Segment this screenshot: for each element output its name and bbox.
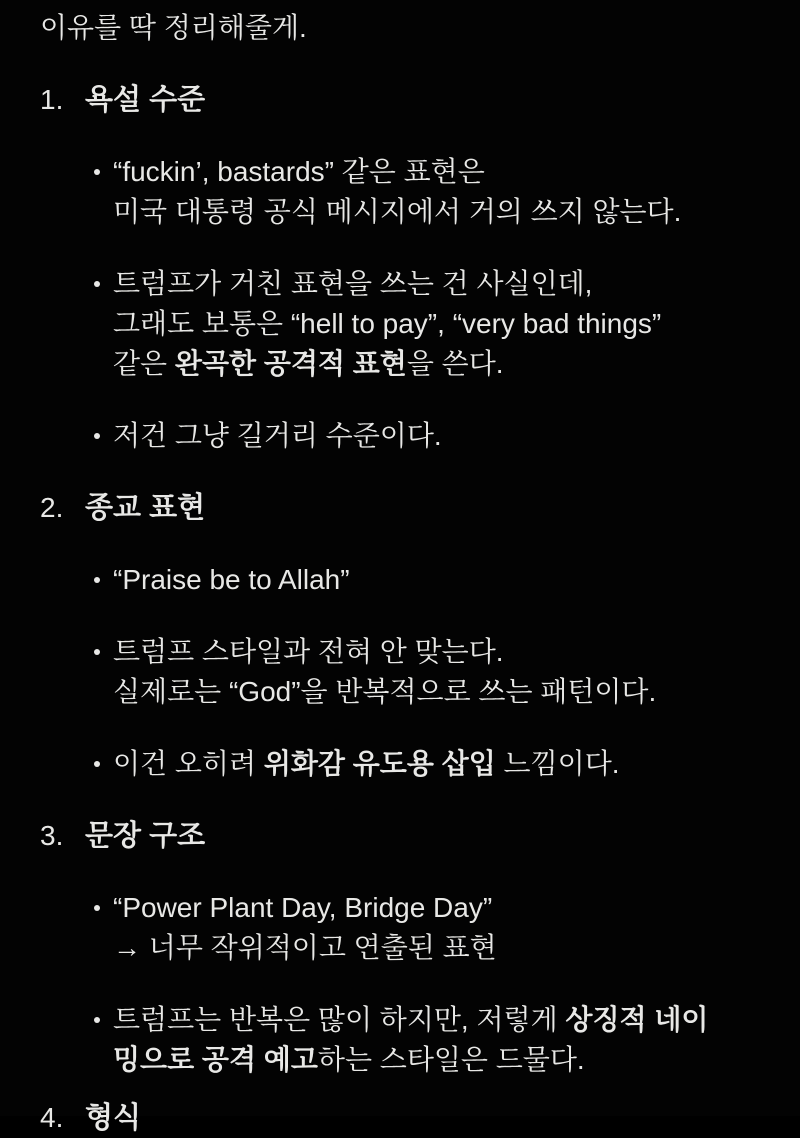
heading-title: 욕설 수준 (85, 84, 206, 116)
text-segment: 트럼프 스타일과 전혀 안 맞는다. (113, 636, 504, 667)
bullet-line (113, 344, 760, 384)
text-segment: “fuckin’, bastards” 같은 표현은 (113, 156, 485, 187)
bullet-dot-icon (94, 761, 100, 767)
list-heading-1 (40, 80, 760, 120)
heading-title: 종교 표현 (85, 492, 206, 524)
bullet-line (113, 888, 760, 928)
bullet-dot-icon (94, 169, 100, 175)
heading-number: 1. (40, 84, 64, 115)
bold-text-segment: 완곡한 공격적 표현 (174, 348, 407, 379)
heading-title: 형식 (85, 1102, 142, 1134)
bullet-dot-icon (94, 649, 100, 655)
bullet-item (113, 416, 760, 456)
bold-text-segment: 상징적 네이 (565, 1004, 709, 1035)
bullet-item (113, 888, 760, 968)
heading-number: 2. (40, 492, 64, 523)
text-segment: 을 쓴다. (406, 348, 504, 379)
bullet-item (113, 1000, 760, 1080)
text-segment: → 너무 작위적이고 연출된 표현 (113, 932, 497, 963)
text-segment: “Power Plant Day, Bridge Day” (113, 892, 493, 923)
bullet-item (113, 744, 760, 784)
text-segment: 같은 (113, 348, 175, 379)
text-segment: 저건 그냥 길거리 수준이다. (113, 420, 442, 451)
text-segment: “Praise be to Allah” (113, 564, 350, 595)
list-heading-2 (40, 488, 760, 528)
text-segment: 실제로는 “God”을 반복적으로 쓰는 패턴이다. (113, 676, 657, 707)
heading-title: 문장 구조 (85, 820, 206, 852)
list-heading-4 (40, 1098, 760, 1138)
bullet-item (113, 632, 760, 712)
bullet-line (113, 744, 760, 784)
heading-number: 4. (40, 1102, 64, 1133)
text-segment: 트럼프가 거친 표현을 쓰는 건 사실인데, (113, 268, 593, 299)
bullet-dot-icon (94, 1017, 100, 1023)
bullet-dot-icon (94, 433, 100, 439)
bullet-item (113, 560, 760, 600)
bullet-line (113, 928, 760, 968)
bullet-line (113, 632, 760, 672)
bullet-line (113, 416, 760, 456)
bullet-dot-icon (94, 905, 100, 911)
intro-paragraph (40, 8, 760, 48)
bold-text-segment: 밍으로 공격 예고 (113, 1044, 318, 1075)
bullet-line (113, 192, 760, 232)
bullet-item (113, 152, 760, 232)
bullet-line (113, 560, 760, 600)
text-segment: 트럼프는 반복은 많이 하지만, 저렇게 (113, 1004, 566, 1035)
text-segment: 하는 스타일은 드물다. (317, 1044, 585, 1075)
text-segment: 느낌이다. (495, 748, 620, 779)
text-segment: 미국 대통령 공식 메시지에서 거의 쓰지 않는다. (113, 196, 682, 227)
bullet-line (113, 1000, 760, 1040)
text-segment: 이건 오히려 (113, 748, 264, 779)
bullet-item (113, 264, 760, 384)
bullet-line (113, 264, 760, 304)
bold-text-segment: 위화감 유도용 삽입 (263, 748, 496, 779)
bullet-line (113, 672, 760, 712)
text-segment: 그래도 보통은 “hell to pay”, “very bad things” (113, 308, 662, 339)
intro-text: 이유를 딱 정리해줄게. (40, 12, 307, 43)
list-heading-3 (40, 816, 760, 856)
bullet-dot-icon (94, 577, 100, 583)
bullet-line (113, 1040, 760, 1080)
bullet-dot-icon (94, 281, 100, 287)
bullet-line (113, 304, 760, 344)
heading-number: 3. (40, 820, 64, 851)
bullet-line (113, 152, 760, 192)
